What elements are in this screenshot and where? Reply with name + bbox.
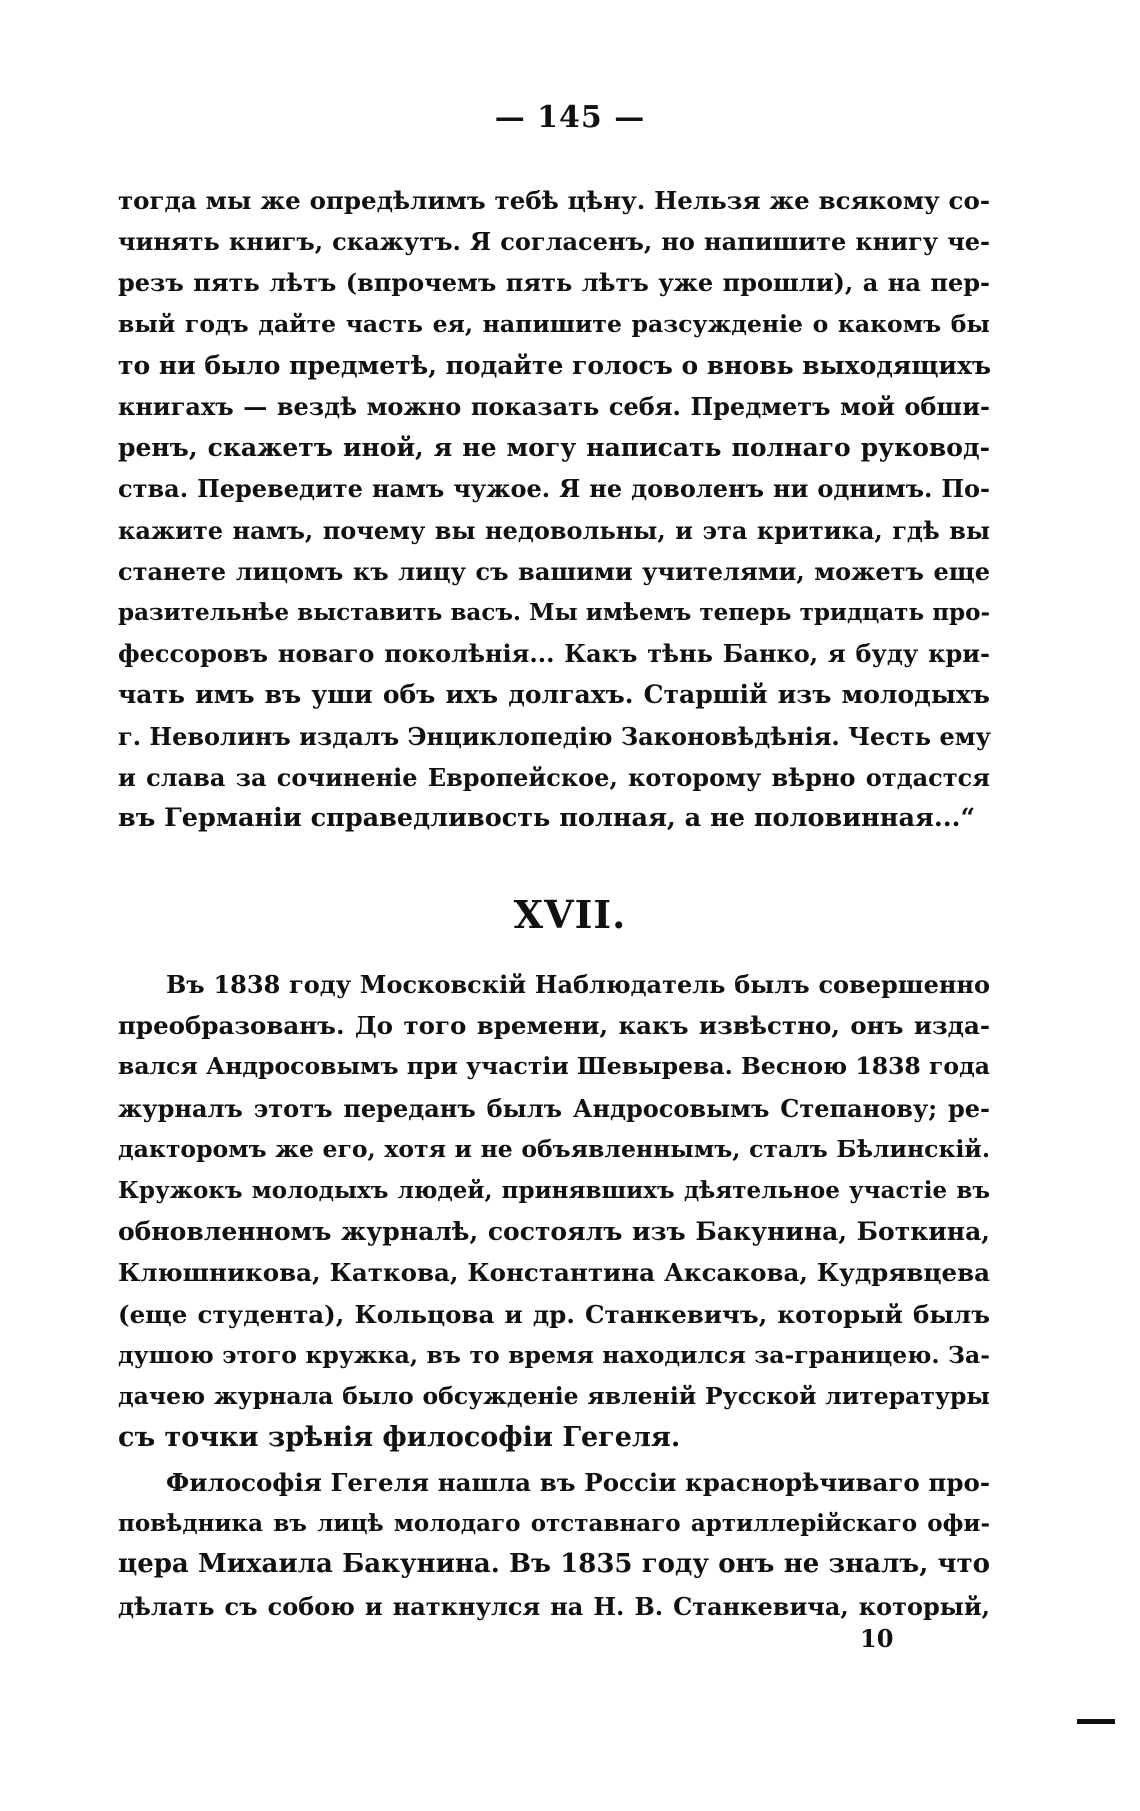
text-line: чать имъ въ уши объ ихъ долгахъ. Старшій изъ молодыхъ — [118, 680, 990, 710]
paragraph-continued — [118, 180, 990, 839]
text-line: тогда мы же опредѣлимъ тебѣ цѣну. Нельзя же всякому со- — [118, 186, 990, 215]
text-line: Въ 1838 году Московскій Наблюдатель былъ совершенно — [166, 970, 990, 999]
text-line: дакторомъ же его, хотя и не объявленнымъ, сталъ Бѣлинскій. — [118, 1134, 990, 1163]
text-line: повѣдника въ лицѣ молодаго отставнаго артиллерійскаго офи- — [118, 1510, 990, 1538]
text-line: Клюшникова, Каткова, Константина Аксакова, Кудрявцева — [118, 1258, 990, 1288]
page-edge-mark — [1077, 1719, 1115, 1724]
text-line: Кружокъ молодыхъ людей, принявшихъ дѣятельное участіе въ — [118, 1177, 990, 1205]
text-line: то ни было предметѣ, подайте голосъ о вновь выходящихъ — [118, 350, 992, 380]
text-line: и слава за сочиненіе Европейское, которому вѣрно отдастся — [118, 762, 990, 792]
text-line: резъ пять лѣтъ (впрочемъ пять лѣтъ уже прошли), а на пер- — [118, 268, 990, 298]
text-line: дѣлать съ собою и наткнулся на Н. В. Станкевича, который, — [118, 1591, 990, 1621]
signature-mark: 10 — [860, 1624, 894, 1653]
text-line: журналъ этотъ переданъ былъ Андросовымъ Степанову; ре- — [118, 1093, 990, 1123]
text-line: цера Михаила Бакунина. Въ 1835 году онъ не зналъ, что — [118, 1549, 990, 1580]
page-number: — 145 — — [494, 100, 646, 135]
text-line: ства. Переведите намъ чужое. Я не доволенъ ни однимъ. По- — [118, 474, 990, 504]
text-line: кажите намъ, почему вы недовольны, и эта критика, гдѣ вы — [118, 515, 990, 545]
paragraph-journal — [118, 964, 990, 1458]
text-line: дачею журнала было обсужденіе явленій Русской литературы — [118, 1382, 990, 1411]
text-line: обновленномъ журналѣ, состоялъ изъ Бакунина, Боткина, — [118, 1217, 990, 1247]
text-line: преобразованъ. До того времени, какъ извѣстно, онъ изда- — [118, 1011, 990, 1041]
text-line: съ точки зрѣнія философіи Гегеля. — [118, 1422, 681, 1454]
text-line: станете лицомъ къ лицу съ вашими учителями, можетъ еще — [118, 556, 990, 586]
paragraph-bakunin — [118, 1462, 990, 1627]
text-line: душою этого кружка, въ то время находился за-границею. За- — [118, 1340, 990, 1369]
text-line: вый годъ дайте часть ея, напишите разсужденіе о какомъ бы — [118, 309, 990, 338]
text-line: разительнѣе выставить васъ. Мы имѣемъ теперь тридцать про- — [118, 599, 990, 627]
text-line: въ Германіи справедливость полная, а не половинная...“ — [118, 803, 976, 834]
text-line: вался Андросовымъ при участіи Шевырева. Весною 1838 года — [118, 1052, 990, 1081]
section-heading: XVII. — [513, 892, 627, 937]
text-line: ренъ, скажетъ иной, я не могу написать полнаго руковод- — [118, 433, 990, 463]
text-line: чинять книгъ, скажутъ. Я согласенъ, но напишите книгу че- — [118, 227, 990, 257]
text-line: (еще студента), Кольцова и др. Станкевичъ, который былъ — [118, 1299, 990, 1329]
text-line: книгахъ — вездѣ можно показать себя. Предметъ мой обши- — [118, 392, 990, 422]
text-line: Философія Гегеля нашла въ Россіи краснорѣчиваго про- — [166, 1468, 990, 1497]
text-line: фессоровъ новаго поколѣнія... Какъ тѣнь Банко, я буду кри- — [118, 639, 990, 669]
text-line: г. Неволинъ издалъ Энциклопедію Законовѣдѣнія. Честь ему — [118, 721, 991, 751]
